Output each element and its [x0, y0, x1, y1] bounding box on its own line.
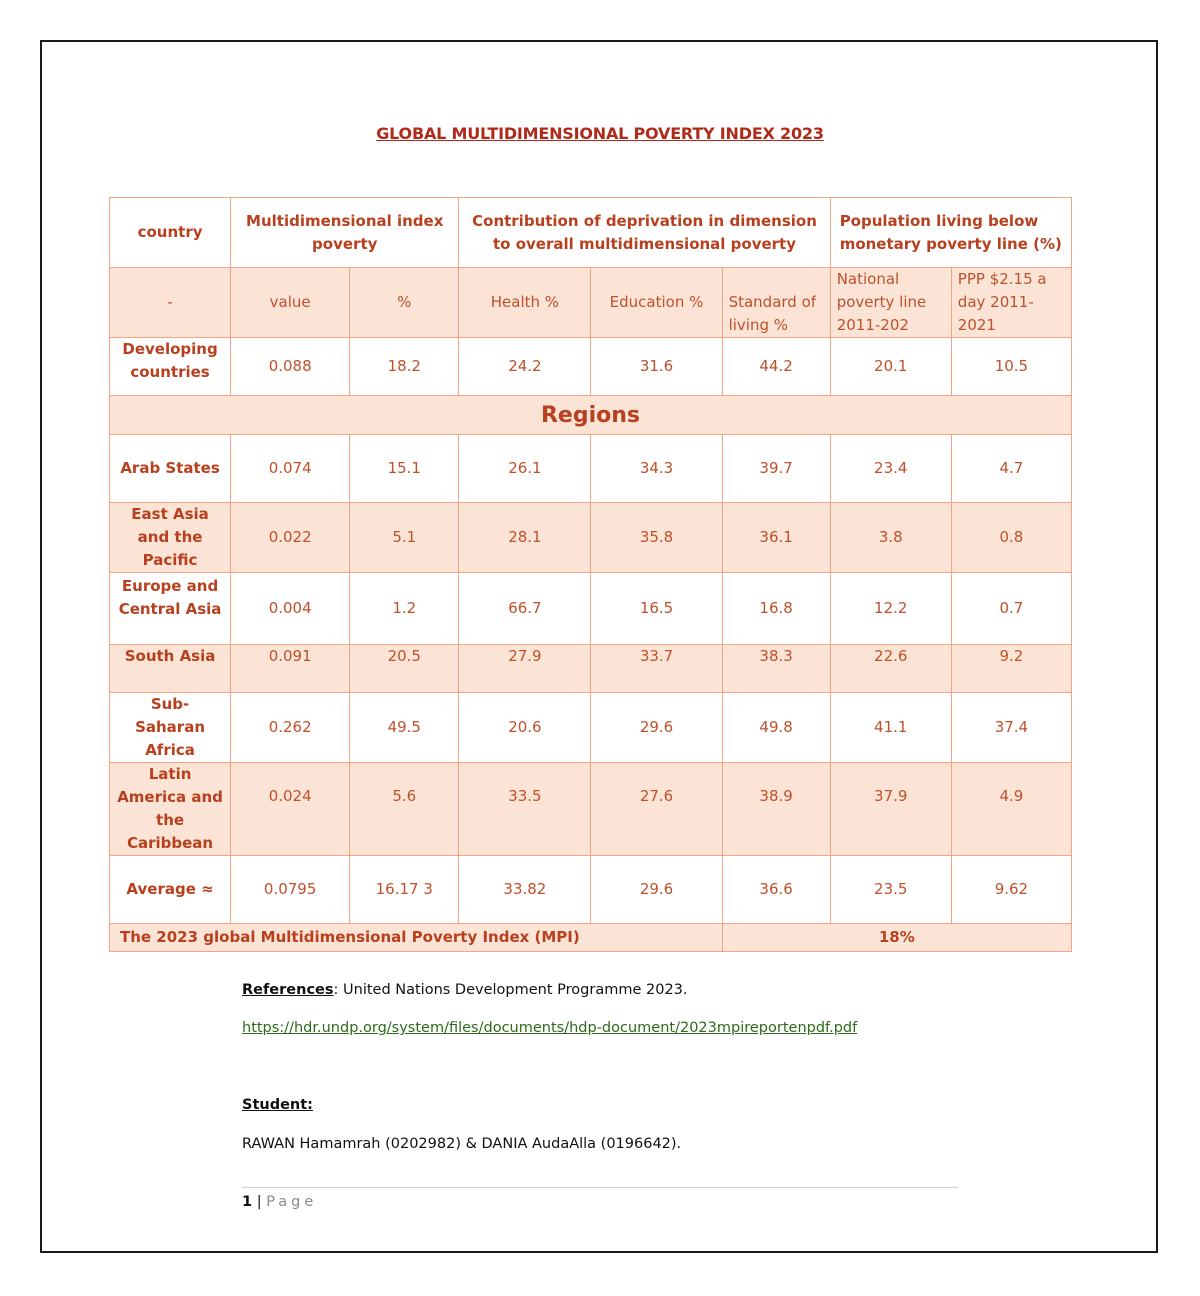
cell-value: 0.004 — [231, 573, 350, 645]
cell-standard: 36.1 — [722, 503, 830, 573]
cell-standard: 38.3 — [722, 645, 830, 693]
cell-national: 22.6 — [830, 645, 951, 693]
regions-label: Regions — [110, 396, 1072, 435]
footer-divider — [242, 1187, 958, 1188]
header-country: country — [110, 198, 231, 268]
cell-ppp: 9.2 — [951, 645, 1071, 693]
cell-percent: 16.17 3 — [350, 856, 459, 924]
row-label: Latin America and the Caribbean — [110, 763, 231, 856]
cell-education: 34.3 — [591, 435, 722, 503]
row-label: Sub-Saharan Africa — [110, 693, 231, 763]
row-label: Average ≈ — [110, 856, 231, 924]
regions-header-row — [110, 396, 1072, 435]
cell-national: 41.1 — [830, 693, 951, 763]
cell-health: 33.5 — [459, 763, 591, 856]
row-label: East Asia and the Pacific — [110, 503, 231, 573]
cell-health: 27.9 — [459, 645, 591, 693]
cell-health: 24.2 — [459, 338, 591, 396]
header-row-2 — [110, 268, 1072, 338]
cell-health: 33.82 — [459, 856, 591, 924]
references-label: References — [242, 982, 334, 998]
cell-ppp: 0.8 — [951, 503, 1071, 573]
cell-percent: 20.5 — [350, 645, 459, 693]
table-row — [110, 693, 1072, 763]
cell-ppp: 37.4 — [951, 693, 1071, 763]
table-row-global — [110, 924, 1072, 952]
header-health: Health % — [459, 268, 591, 338]
cell-national: 37.9 — [830, 763, 951, 856]
header-contribution: Contribution of deprivation in dimension to overall multidimensional poverty — [459, 198, 830, 268]
references — [242, 982, 688, 998]
cell-education: 31.6 — [591, 338, 722, 396]
poverty-index-table — [109, 197, 1072, 952]
cell-standard: 38.9 — [722, 763, 830, 856]
row-label: Europe and Central Asia — [110, 573, 231, 645]
cell-education: 33.7 — [591, 645, 722, 693]
cell-percent: 15.1 — [350, 435, 459, 503]
page-word: Page — [266, 1194, 318, 1210]
cell-education: 27.6 — [591, 763, 722, 856]
page-footer — [242, 1194, 317, 1210]
cell-standard: 39.7 — [722, 435, 830, 503]
header-education: Education % — [591, 268, 722, 338]
header-percent: % — [350, 268, 459, 338]
table-row-average — [110, 856, 1072, 924]
cell-value: 0.091 — [231, 645, 350, 693]
cell-ppp: 0.7 — [951, 573, 1071, 645]
cell-percent: 5.6 — [350, 763, 459, 856]
cell-value: 0.262 — [231, 693, 350, 763]
cell-standard: 16.8 — [722, 573, 830, 645]
references-text: : United Nations Development Programme 2023. — [333, 982, 688, 998]
cell-education: 29.6 — [591, 693, 722, 763]
table-row — [110, 573, 1072, 645]
cell-health: 66.7 — [459, 573, 591, 645]
cell-percent: 49.5 — [350, 693, 459, 763]
table-row — [110, 435, 1072, 503]
header-mpi: Multidimensional index poverty — [231, 198, 459, 268]
cell-ppp: 10.5 — [951, 338, 1071, 396]
cell-ppp: 4.7 — [951, 435, 1071, 503]
student-label: Student: — [242, 1097, 313, 1113]
cell-national: 20.1 — [830, 338, 951, 396]
table-row-developing — [110, 338, 1072, 396]
cell-value: 0.0795 — [231, 856, 350, 924]
cell-education: 16.5 — [591, 573, 722, 645]
cell-value: 0.074 — [231, 435, 350, 503]
cell-standard: 49.8 — [722, 693, 830, 763]
table-row — [110, 763, 1072, 856]
header-dash: - — [110, 268, 231, 338]
global-mpi-label: The 2023 global Multidimensional Poverty Index (MPI) — [110, 924, 723, 952]
header-value: value — [231, 268, 350, 338]
table-row — [110, 503, 1072, 573]
header-national: National poverty line 2011-202 — [830, 268, 951, 338]
header-standard: Standard of living % — [722, 268, 830, 338]
document-title: GLOBAL MULTIDIMENSIONAL POVERTY INDEX 2023 — [376, 124, 824, 143]
cell-value: 0.022 — [231, 503, 350, 573]
row-label: South Asia — [110, 645, 231, 693]
cell-national: 12.2 — [830, 573, 951, 645]
cell-standard: 36.6 — [722, 856, 830, 924]
header-ppp: PPP $2.15 a day 2011-2021 — [951, 268, 1071, 338]
table-row — [110, 645, 1072, 693]
cell-health: 28.1 — [459, 503, 591, 573]
global-mpi-value: 18% — [722, 924, 1071, 952]
cell-ppp: 4.9 — [951, 763, 1071, 856]
cell-value: 0.088 — [231, 338, 350, 396]
cell-education: 29.6 — [591, 856, 722, 924]
cell-ppp: 9.62 — [951, 856, 1071, 924]
header-population: Population living below monetary poverty line (%) — [830, 198, 1071, 268]
cell-percent: 18.2 — [350, 338, 459, 396]
cell-health: 20.6 — [459, 693, 591, 763]
references-link[interactable]: https://hdr.undp.org/system/files/documents/hdp-document/2023mpireportenpdf.pdf — [242, 1020, 858, 1036]
cell-standard: 44.2 — [722, 338, 830, 396]
header-row-1 — [110, 198, 1072, 268]
cell-national: 23.4 — [830, 435, 951, 503]
row-label: Arab States — [110, 435, 231, 503]
cell-percent: 1.2 — [350, 573, 459, 645]
student-names: RAWAN Hamamrah (0202982) & DANIA AudaAlla (0196642). — [242, 1136, 682, 1152]
cell-education: 35.8 — [591, 503, 722, 573]
footer-separator: | — [256, 1194, 262, 1210]
cell-health: 26.1 — [459, 435, 591, 503]
page-number: 1 — [242, 1194, 253, 1210]
cell-percent: 5.1 — [350, 503, 459, 573]
cell-value: 0.024 — [231, 763, 350, 856]
row-label: Developing countries — [110, 338, 231, 396]
cell-national: 23.5 — [830, 856, 951, 924]
cell-national: 3.8 — [830, 503, 951, 573]
